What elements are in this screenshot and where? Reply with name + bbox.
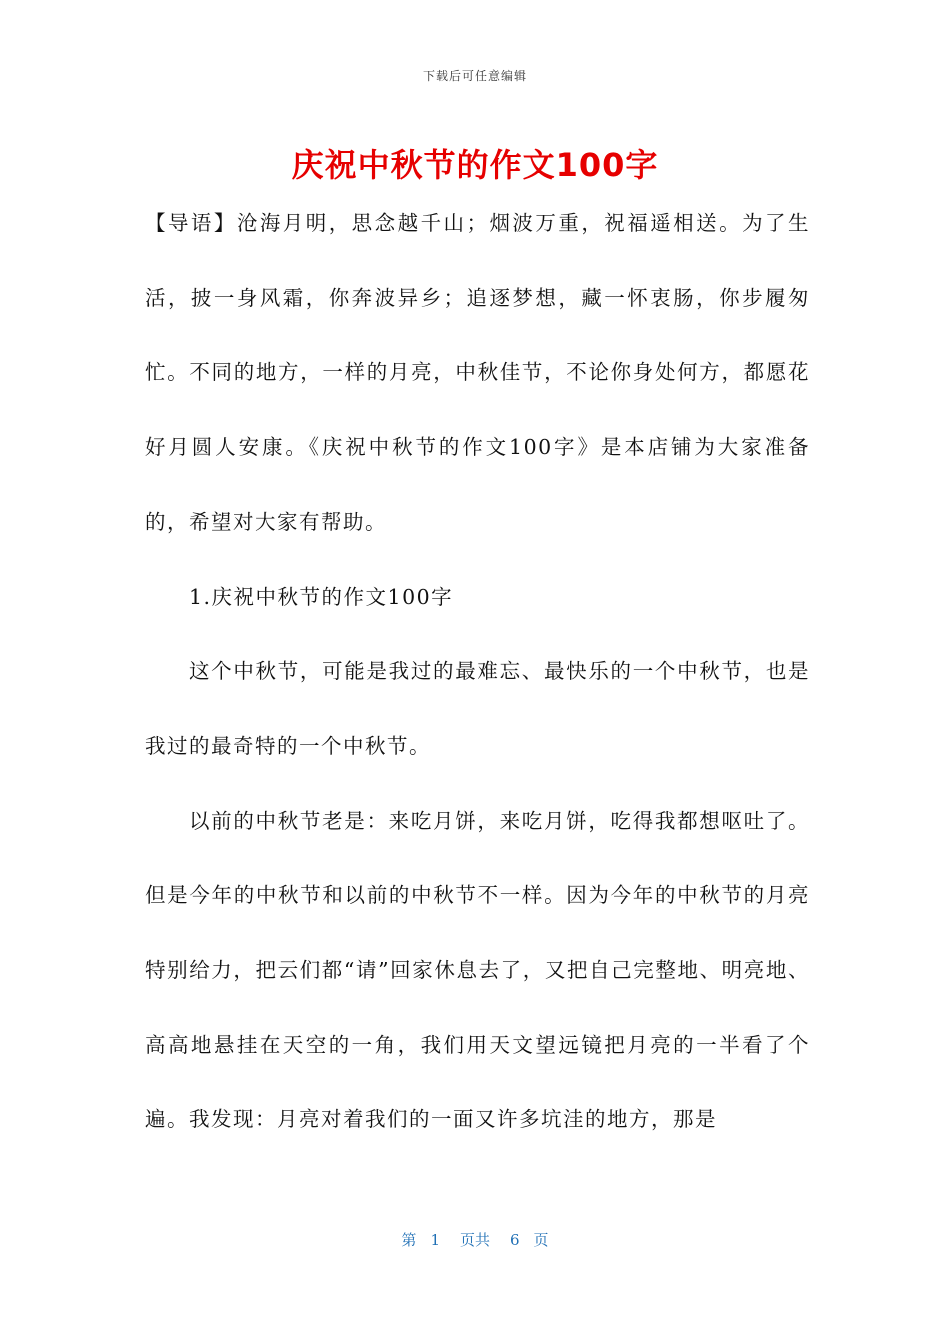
section-heading: 1.庆祝中秋节的作文100字 (189, 584, 454, 609)
footer-total-pages: 6 (510, 1231, 520, 1249)
footer-label-page: 第 (401, 1231, 417, 1249)
document-title: 庆祝中秋节的作文100字 (291, 146, 659, 184)
page-footer (0, 1229, 950, 1250)
footer-label-total: 页共 (459, 1231, 490, 1249)
intro-paragraph: 【导语】沧海月明，思念越千山；烟波万重，祝福遥相送。为了生活，披一身风霜，你奔波异乡；追逐梦想，藏一怀衷肠，你步履匆忙。不同的地方，一样的月亮，中秋佳节，不论你身处何方，都愿花好月圆人安康。《庆祝中秋节的作文100字》是本店铺为大家准备的，希望对大家有帮助。 (145, 211, 810, 534)
body-paragraph: 这个中秋节，可能是我过的最难忘、最快乐的一个中秋节，也是我过的最奇特的一个中秋节。 (145, 659, 810, 758)
page-header-note: 下载后可任意编辑 (422, 69, 527, 83)
footer-current-page: 1 (430, 1231, 440, 1249)
document-body (145, 186, 810, 1157)
body-paragraph: 以前的中秋节老是：来吃月饼，来吃月饼，吃得我都想呕吐了。但是今年的中秋节和以前的中秋节不一样。因为今年的中秋节的月亮特别给力，把云们都“请”回家休息去了，又把自己完整地、明亮地、高高地悬挂在天空的一角，我们用天文望远镜把月亮的一半看了个遍。我发现：月亮对着我们的一面又许多坑洼的地方，那是 (145, 808, 810, 1132)
footer-label-end: 页 (533, 1231, 549, 1249)
